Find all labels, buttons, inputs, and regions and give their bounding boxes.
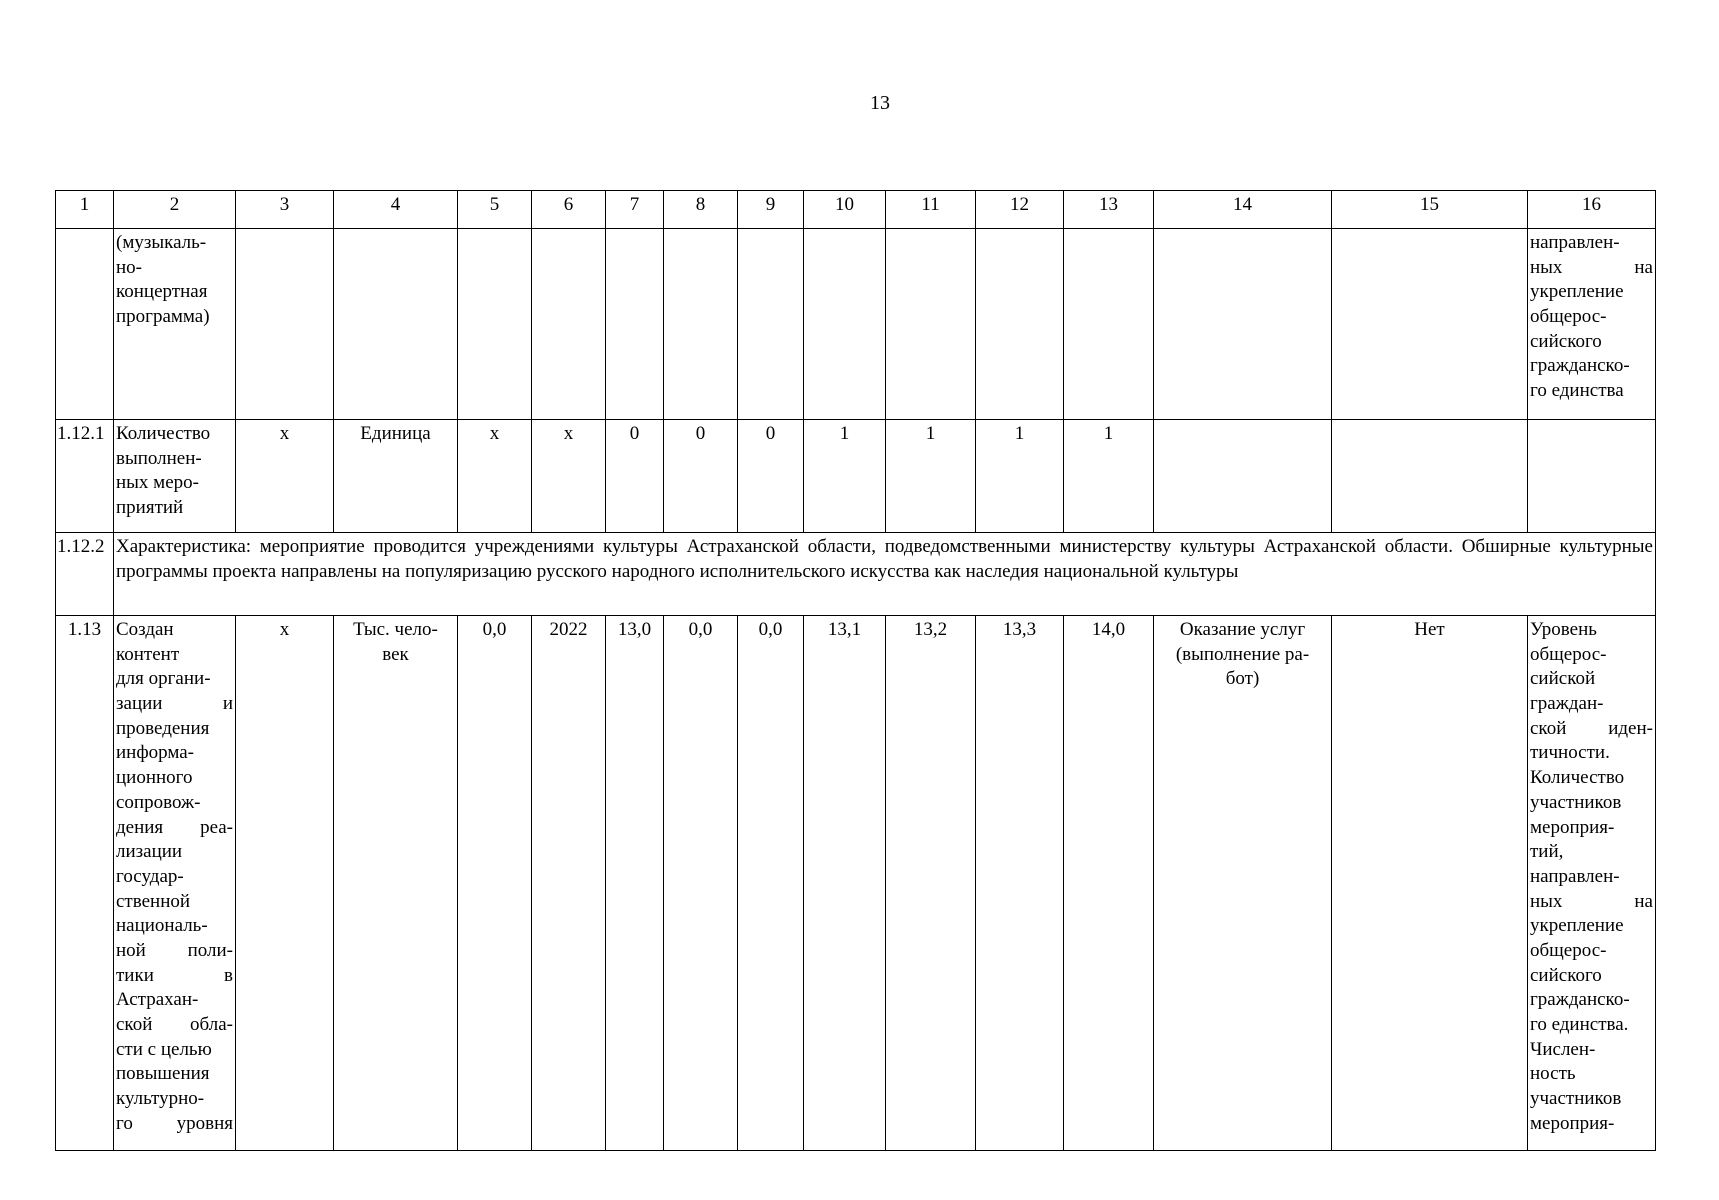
year-cell: 2022	[532, 616, 606, 1151]
text-line: ской иден-	[1530, 717, 1653, 739]
value-cell: 1	[886, 420, 976, 533]
text-line: сийского	[1530, 330, 1602, 352]
value-cell: 13,3	[976, 616, 1064, 1151]
cell	[1332, 420, 1528, 533]
table-row	[56, 420, 1656, 533]
cell	[1528, 420, 1656, 533]
text-line: направлен-	[1530, 865, 1620, 887]
text-line: гражданско-	[1530, 989, 1630, 1011]
text-line: культурно-	[116, 1088, 205, 1110]
text-line: для органи-	[116, 668, 211, 690]
text-line: го уровня	[116, 1112, 233, 1134]
value-cell: 0	[664, 420, 738, 533]
flag-cell: Нет	[1332, 616, 1528, 1151]
text-line: программа)	[116, 306, 210, 328]
text-line: укрепление	[1530, 281, 1624, 303]
text-line: Уровень	[1530, 619, 1597, 640]
text-line: сти с целью	[116, 1038, 212, 1060]
header-cell: 8	[664, 191, 738, 229]
text-line: Тыс. чело-	[353, 619, 438, 640]
text-line: го единства	[1530, 380, 1624, 402]
header-cell: 11	[886, 191, 976, 229]
cell	[804, 229, 886, 420]
goal-cell	[1528, 616, 1656, 1151]
code-cell: 1.12.1	[56, 420, 114, 533]
table-row	[56, 616, 1656, 1151]
text-line: ционного	[116, 767, 193, 789]
text-line: националь-	[116, 915, 208, 937]
value-cell: 0	[606, 420, 664, 533]
text-line: зации и	[116, 693, 233, 715]
text-line: Оказание услуг	[1179, 619, 1306, 640]
text-line: мероприя-	[1530, 1112, 1615, 1134]
header-cell: 3	[236, 191, 334, 229]
cell: х	[532, 420, 606, 533]
text-line: Числен-	[1530, 1038, 1596, 1060]
text-line: сийского	[1530, 964, 1602, 986]
value-cell: 1	[804, 420, 886, 533]
header-cell: 4	[334, 191, 458, 229]
text-line: го единства.	[1530, 1014, 1629, 1035]
text-line: ственной	[116, 890, 191, 912]
text-line: общерос-	[1530, 306, 1607, 328]
cell	[334, 229, 458, 420]
unit-cell: Единица	[334, 420, 458, 533]
value-cell: 0	[738, 420, 804, 533]
service-type-cell	[1154, 616, 1332, 1151]
table-row	[56, 533, 1656, 616]
cell	[1332, 229, 1528, 420]
text-line: бот)	[1225, 668, 1260, 690]
text-line: проведения	[116, 717, 210, 739]
cell	[1064, 229, 1154, 420]
text-line: ных на	[1530, 256, 1653, 278]
text-line: контент	[116, 643, 180, 665]
cell	[738, 229, 804, 420]
text-line: Астрахан-	[116, 989, 199, 1011]
text-line: Создан	[116, 619, 174, 640]
value-cell: 0,0	[458, 616, 532, 1151]
text-line: ской обла-	[116, 1014, 233, 1035]
name-cell	[114, 229, 236, 420]
header-cell: 5	[458, 191, 532, 229]
text-line: (выполнение ра-	[1175, 643, 1310, 665]
cell: х	[458, 420, 532, 533]
value-cell: 13,0	[606, 616, 664, 1151]
text-line: Количество	[116, 423, 211, 444]
text-line: повышения	[116, 1063, 210, 1085]
cell	[532, 229, 606, 420]
text-line: направлен-	[1530, 232, 1620, 253]
header-row	[56, 191, 1656, 229]
header-cell: 9	[738, 191, 804, 229]
text-line: (музыкаль-	[116, 232, 207, 253]
page-number: 13	[870, 92, 890, 114]
text-line: граждан-	[1530, 693, 1604, 715]
header-cell: 1	[56, 191, 114, 229]
value-cell: 1	[976, 420, 1064, 533]
text-line: тий,	[1530, 841, 1564, 863]
text-line: ных на	[1530, 890, 1653, 912]
text-line: укрепление	[1530, 915, 1624, 937]
indicator-table	[55, 190, 1656, 1151]
value-cell: 13,2	[886, 616, 976, 1151]
text-line: лизации	[116, 841, 183, 863]
goal-cell	[1528, 229, 1656, 420]
header-cell: 10	[804, 191, 886, 229]
code-cell	[56, 229, 114, 420]
text-line: Количество	[1530, 767, 1625, 789]
text-line: ной поли-	[116, 939, 233, 961]
text-line: гражданско-	[1530, 355, 1630, 377]
value-cell: 0,0	[738, 616, 804, 1151]
header-cell: 6	[532, 191, 606, 229]
cell	[606, 229, 664, 420]
value-cell: 13,1	[804, 616, 886, 1151]
value-cell: 0,0	[664, 616, 738, 1151]
code-cell: 1.13	[56, 616, 114, 1151]
text-line: мероприя-	[1530, 816, 1615, 838]
text-line: общерос-	[1530, 643, 1607, 665]
name-cell	[114, 420, 236, 533]
text-line: участников	[1530, 791, 1622, 813]
cell	[976, 229, 1064, 420]
header-cell: 15	[1332, 191, 1528, 229]
header-cell: 14	[1154, 191, 1332, 229]
text-line: сийской	[1530, 668, 1596, 690]
value-cell: 14,0	[1064, 616, 1154, 1151]
header-cell: 12	[976, 191, 1064, 229]
text-line: государ-	[116, 865, 184, 887]
cell	[458, 229, 532, 420]
code-cell: 1.12.2	[56, 533, 114, 616]
text-line: тики в	[116, 964, 233, 986]
cell	[886, 229, 976, 420]
text-line: приятий	[116, 497, 184, 519]
cell	[664, 229, 738, 420]
text-line: концертная	[116, 281, 208, 303]
cell: х	[236, 420, 334, 533]
cell	[1154, 420, 1332, 533]
text-line: но-	[116, 256, 142, 278]
characteristic-text: Характеристика: мероприятие проводится учреждениями культуры Астраханской области, подведомственными министерству культуры Астраханской области. Обширные культурные программы проекта направлены на популяризацию русского народного исполнительского искусства как наследия национальной культуры	[114, 533, 1656, 616]
cell	[236, 229, 334, 420]
name-cell	[114, 616, 236, 1151]
text-line: выполнен-	[116, 447, 202, 469]
text-line: сопровож-	[116, 791, 201, 813]
header-cell: 16	[1528, 191, 1656, 229]
header-cell: 2	[114, 191, 236, 229]
text-line: информа-	[116, 742, 195, 764]
text-line: дения реа-	[116, 816, 233, 838]
text-line: общерос-	[1530, 939, 1607, 961]
table-row	[56, 229, 1656, 420]
cell	[1154, 229, 1332, 420]
unit-cell	[334, 616, 458, 1151]
value-cell: 1	[1064, 420, 1154, 533]
text-line: ных меро-	[116, 472, 199, 494]
text-line: тичности.	[1530, 742, 1610, 764]
header-cell: 7	[606, 191, 664, 229]
text-line: участников	[1530, 1088, 1622, 1110]
cell: х	[236, 616, 334, 1151]
text-line: век	[382, 643, 409, 665]
text-line: ность	[1530, 1063, 1576, 1085]
header-cell: 13	[1064, 191, 1154, 229]
